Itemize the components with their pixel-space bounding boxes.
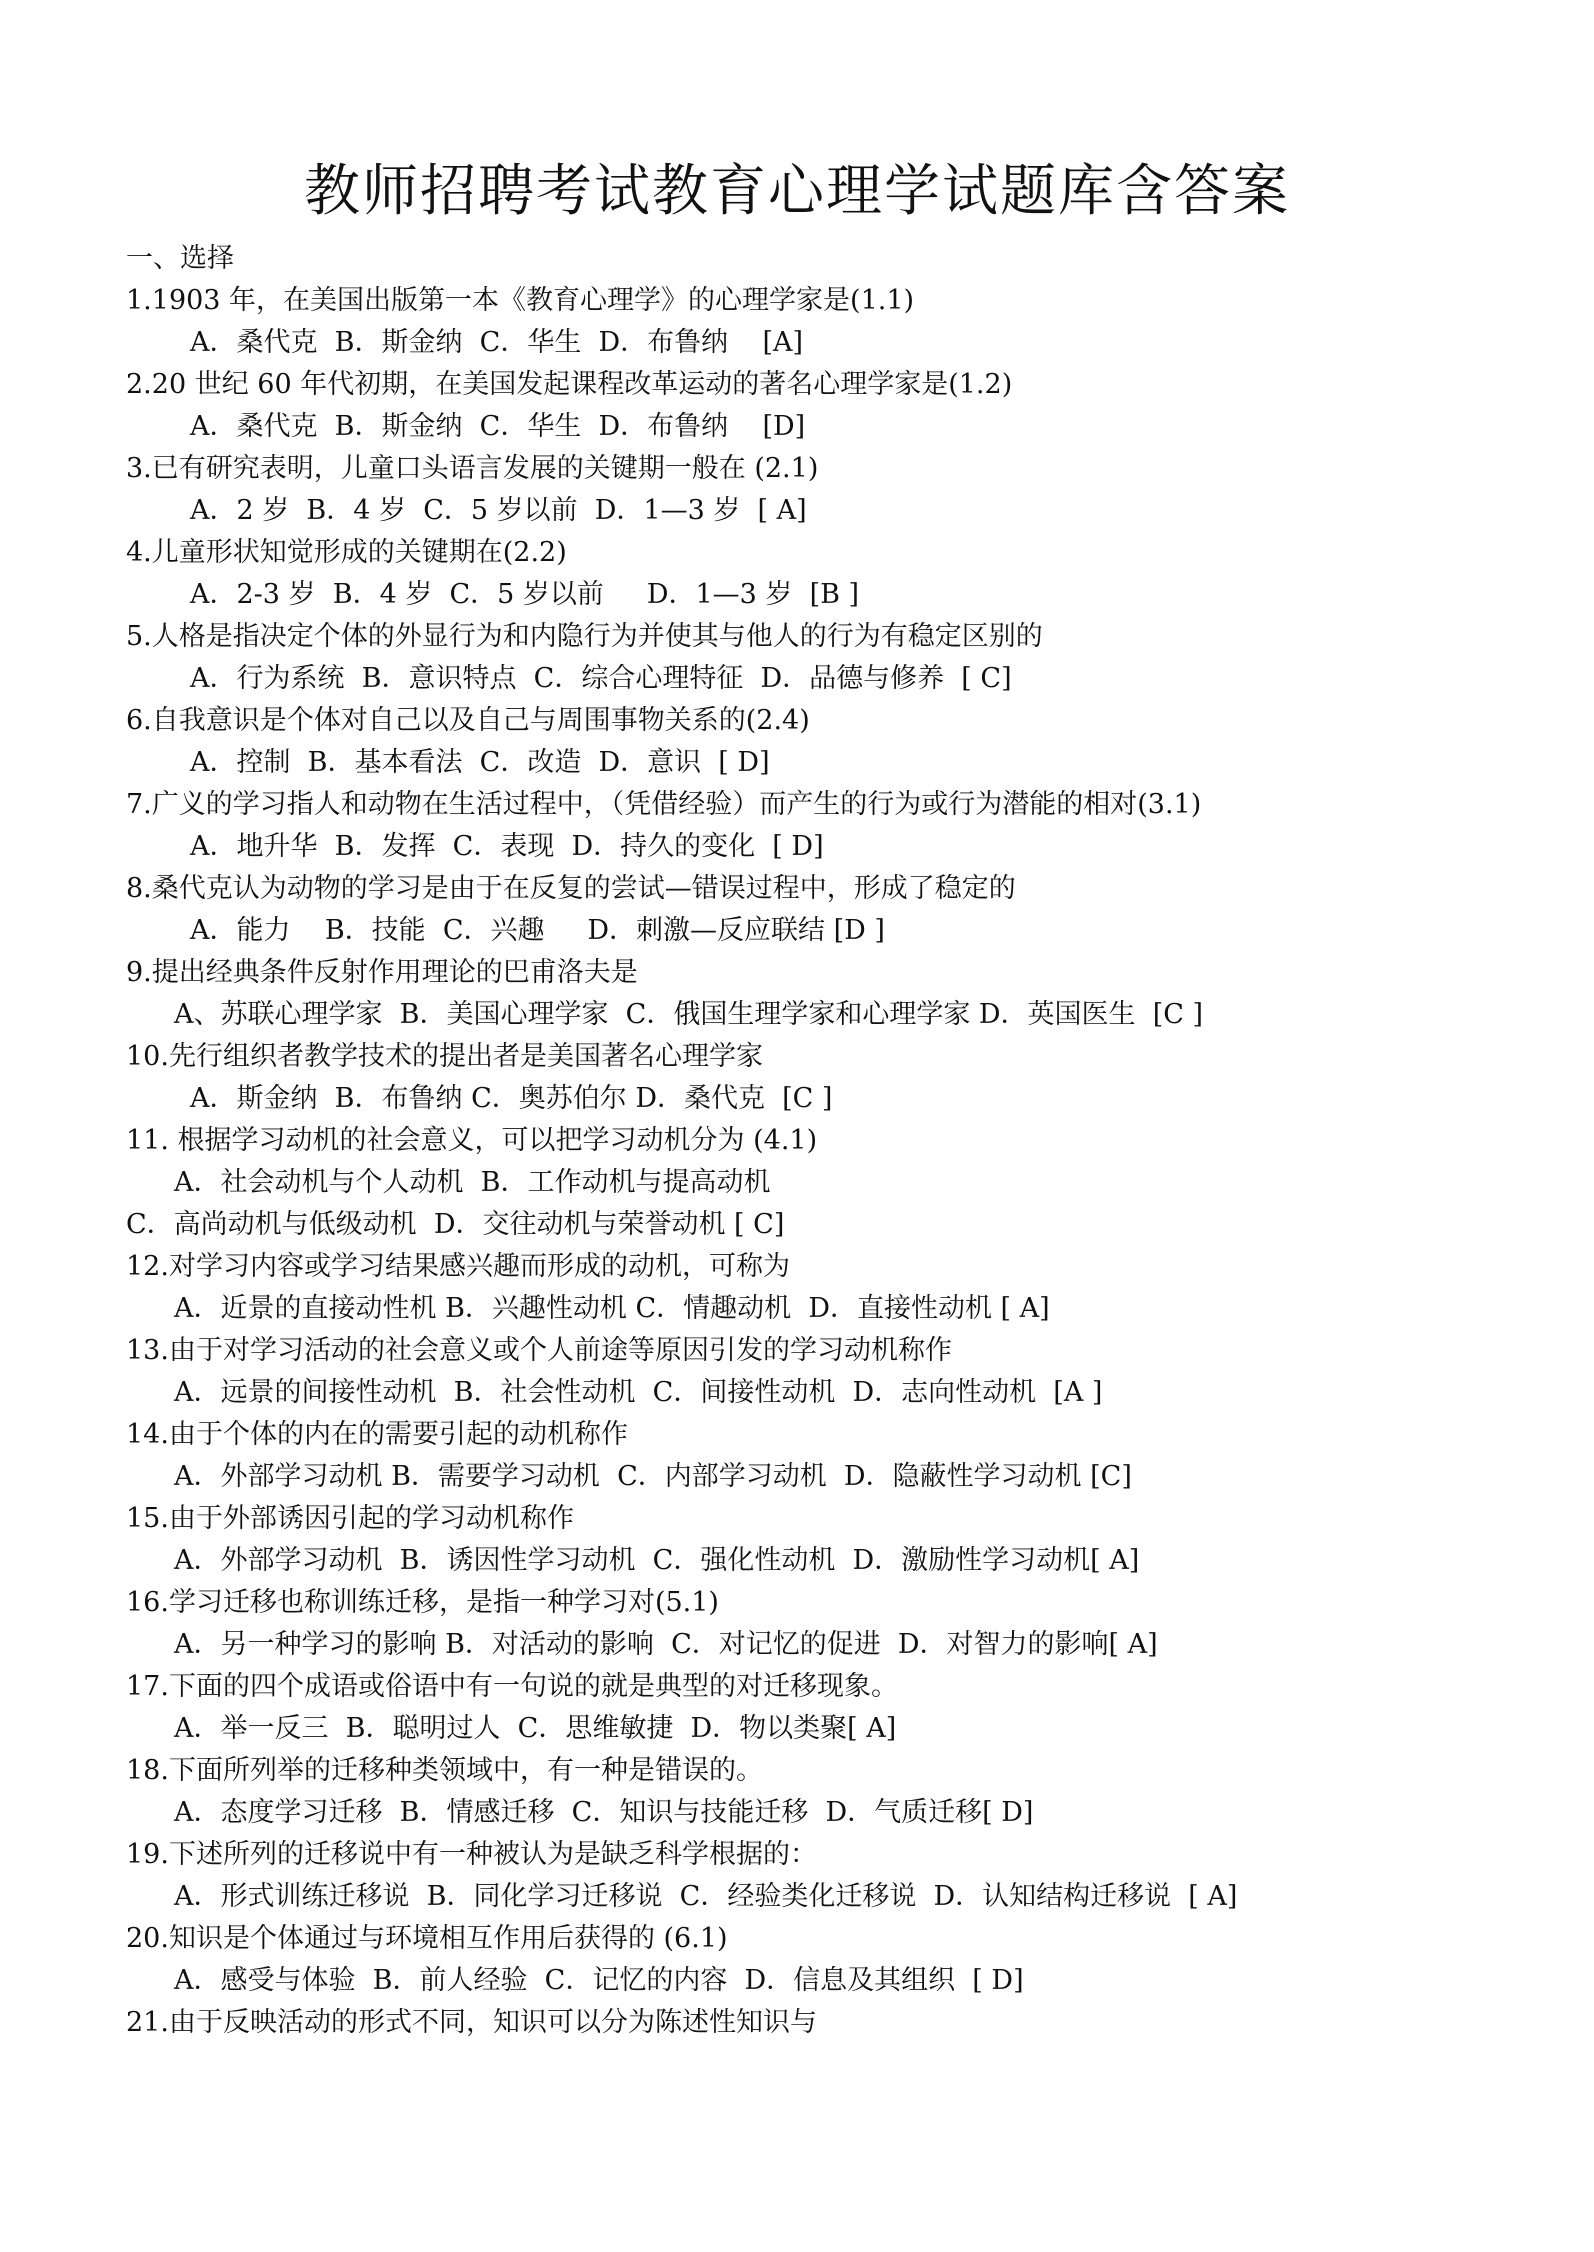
section-heading: 一、选择 (126, 243, 234, 274)
question-21: 21.由于反映活动的形式不同，知识可以分为陈述性知识与 (126, 2007, 817, 2038)
options-2: A．桑代克 B．斯金纳 C．华生 D．布鲁纳 [D] (190, 411, 806, 442)
question-7: 7.广义的学习指人和动物在生活过程中，（凭借经验）而产生的行为或行为潜能的相对(3.1) (126, 789, 1202, 820)
question-11: 11. 根据学习动机的社会意义，可以把学习动机分为 (4.1) (126, 1125, 818, 1156)
document-title: 教师招聘考试教育心理学试题库含答案 (304, 159, 1290, 224)
options-10: A．斯金纳 B．布鲁纳 C．奥苏伯尔 D．桑代克 [C ] (190, 1083, 833, 1114)
options-11-cd: C．高尚动机与低级动机 D．交往动机与荣誉动机 [ C] (126, 1209, 785, 1240)
options-18: A．态度学习迁移 B．情感迁移 C．知识与技能迁移 D．气质迁移[ D] (174, 1797, 1034, 1828)
question-9: 9.提出经典条件反射作用理论的巴甫洛夫是 (126, 957, 638, 988)
question-4: 4.儿童形状知觉形成的关键期在(2.2) (126, 537, 567, 568)
options-13: A．远景的间接性动机 B．社会性动机 C．间接性动机 D．志向性动机 [A ] (174, 1377, 1103, 1408)
options-4: A．2-3 岁 B．4 岁 C．5 岁以前 D．1—3 岁 [B ] (190, 579, 860, 610)
options-3: A．2 岁 B．4 岁 C．5 岁以前 D．1—3 岁 [ A] (190, 495, 807, 526)
options-11-ab: A．社会动机与个人动机 B．工作动机与提高动机 (174, 1167, 771, 1198)
options-5: A．行为系统 B．意识特点 C．综合心理特征 D．品德与修养 [ C] (190, 663, 1012, 694)
question-16: 16.学习迁移也称训练迁移，是指一种学习对(5.1) (126, 1587, 719, 1618)
options-9: A、苏联心理学家 B．美国心理学家 C．俄国生理学家和心理学家 D．英国医生 [C ] (174, 999, 1204, 1030)
question-14: 14.由于个体的内在的需要引起的动机称作 (126, 1419, 628, 1450)
question-10: 10.先行组织者教学技术的提出者是美国著名心理学家 (126, 1041, 763, 1072)
options-12: A．近景的直接动性机 B．兴趣性动机 C．情趣动机 D．直接性动机 [ A] (174, 1293, 1050, 1324)
options-1: A．桑代克 B．斯金纳 C．华生 D．布鲁纳 [A] (190, 327, 804, 358)
options-15: A．外部学习动机 B．诱因性学习动机 C．强化性动机 D．激励性学习动机[ A] (174, 1545, 1140, 1576)
question-3: 3.已有研究表明，儿童口头语言发展的关键期一般在 (2.1) (126, 453, 819, 484)
question-5: 5.人格是指决定个体的外显行为和内隐行为并使其与他人的行为有稳定区别的 (126, 621, 1043, 652)
question-20: 20.知识是个体通过与环境相互作用后获得的 (6.1) (126, 1923, 728, 1954)
question-6: 6.自我意识是个体对自己以及自己与周围事物关系的(2.4) (126, 705, 810, 736)
question-18: 18.下面所列举的迁移种类领域中，有一种是错误的。 (126, 1755, 763, 1786)
question-8: 8.桑代克认为动物的学习是由于在反复的尝试—错误过程中，形成了稳定的 (126, 873, 1016, 904)
options-6: A．控制 B．基本看法 C．改造 D．意识 [ D] (190, 747, 770, 778)
options-17: A．举一反三 B．聪明过人 C．思维敏捷 D．物以类聚[ A] (174, 1713, 897, 1744)
options-16: A．另一种学习的影响 B．对活动的影响 C．对记忆的促进 D．对智力的影响[ A] (174, 1629, 1158, 1660)
question-1: 1.1903 年，在美国出版第一本《教育心理学》的心理学家是(1.1) (126, 285, 915, 316)
options-7: A．地升华 B．发挥 C．表现 D．持久的变化 [ D] (190, 831, 824, 862)
question-list (126, 238, 1566, 2044)
options-14: A．外部学习动机 B．需要学习动机 C．内部学习动机 D．隐蔽性学习动机 [C] (174, 1461, 1132, 1492)
question-15: 15.由于外部诱因引起的学习动机称作 (126, 1503, 574, 1534)
question-17: 17.下面的四个成语或俗语中有一句说的就是典型的对迁移现象。 (126, 1671, 898, 1702)
options-19: A．形式训练迁移说 B．同化学习迁移说 C．经验类化迁移说 D．认知结构迁移说 [ A] (174, 1881, 1238, 1912)
options-8: A．能力 B．技能 C．兴趣 D．刺激—反应联结 [D ] (190, 915, 885, 946)
question-12: 12.对学习内容或学习结果感兴趣而形成的动机，可称为 (126, 1251, 790, 1282)
question-2: 2.20 世纪 60 年代初期，在美国发起课程改革运动的著名心理学家是(1.2) (126, 369, 1013, 400)
options-20: A．感受与体验 B．前人经验 C．记忆的内容 D．信息及其组织 [ D] (174, 1965, 1024, 1996)
question-13: 13.由于对学习活动的社会意义或个人前途等原因引发的学习动机称作 (126, 1335, 952, 1366)
question-19: 19.下述所列的迁移说中有一种被认为是缺乏科学根据的： (126, 1839, 817, 1870)
